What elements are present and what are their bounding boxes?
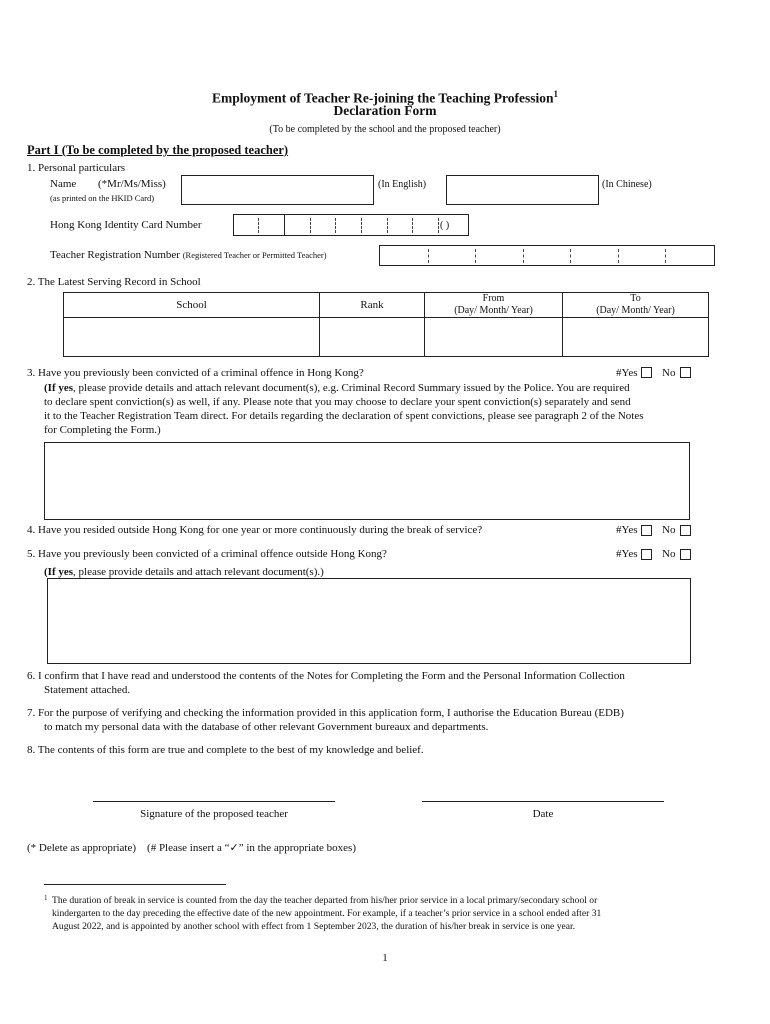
hkid-divider (361, 218, 362, 233)
item3-note-bold: (If yes (44, 382, 74, 394)
item8-line: 8. The contents of this form are true and complete to the best of my knowledge and belief. (27, 744, 424, 756)
teacher-reg-field[interactable] (379, 245, 715, 266)
item3-note-text: , please provide details and attach relevant document(s), e.g. Criminal Record Summary issued by the Police. You are required (73, 382, 630, 394)
item3-note-line: it to the Teacher Registration Team direct. For details regarding the declaration of spent convictions, please see paragraph 2 of the Notes (44, 410, 644, 422)
signature-line[interactable] (93, 801, 335, 802)
hkid-divider (387, 218, 388, 233)
item4-no-checkbox[interactable] (680, 525, 691, 536)
col-from-header (425, 293, 563, 318)
item3-no-checkbox[interactable] (680, 367, 691, 378)
item4-yes-label: #Yes (616, 524, 638, 536)
footnote-line: August 2022, and is appointed by another school with effect from 1 September 2023, the duration of his/her break in service is one year. (52, 921, 576, 932)
reg-divider (665, 249, 666, 263)
item3-yes-checkbox[interactable] (641, 367, 652, 378)
hkid-check-digit: ( ) (440, 220, 450, 231)
insert-note-text: (# Please insert a “✓” in the appropriate boxes) (147, 842, 357, 854)
reg-divider (570, 249, 571, 263)
name-chinese-field[interactable] (446, 175, 599, 205)
col-school-header: School (64, 293, 320, 318)
item6-line: 6. I confirm that I have read and understood the contents of the Notes for Completing the Form and the Personal Information Collection (27, 670, 625, 682)
item3-note-line: to declare spent conviction(s) as well, if any. Please note that you may choose to declare your spent conviction(s) separately and send (44, 396, 631, 408)
form-instruction: (To be completed by the school and the proposed teacher) (269, 124, 501, 135)
signature-label: Signature of the proposed teacher (140, 808, 288, 820)
hkid-divider (310, 218, 311, 233)
reg-divider (523, 249, 524, 263)
item4-question: 4. Have you resided outside Hong Kong for one year or more continuously during the break of service? (27, 524, 483, 536)
reg-divider (428, 249, 429, 263)
from-date-cell[interactable] (425, 318, 563, 357)
item3-no-label: No (662, 367, 676, 379)
item4-no-label: No (662, 524, 676, 536)
col-rank-header: Rank (320, 293, 425, 318)
item5-details-box[interactable] (47, 578, 691, 664)
to-date-cell[interactable] (563, 318, 709, 357)
item7-line: 7. For the purpose of verifying and checking the information provided in this application form, I authorise the Education Bureau (EDB) (27, 707, 624, 719)
item5-note-bold: (If yes (44, 566, 74, 578)
in-chinese-label: (In Chinese) (602, 179, 652, 190)
footnote-line: The duration of break in service is counted from the day the teacher departed from his/her prior service in a local primary/secondary school or (52, 895, 598, 906)
item3-question: 3. Have you previously been convicted of a criminal offence in Hong Kong? (27, 367, 364, 379)
item5-question: 5. Have you previously been convicted of a criminal offence outside Hong Kong? (27, 548, 387, 560)
item2-label: 2. The Latest Serving Record in School (27, 276, 201, 288)
reg-divider (618, 249, 619, 263)
hkid-divider (258, 218, 259, 233)
footnote-mark: 1 (44, 894, 48, 902)
teacher-reg-label-text: Teacher Registration Number (50, 249, 180, 261)
form-subtitle-title: Declaration Form (333, 103, 437, 118)
hkid-divider (412, 218, 413, 233)
item3-details-box[interactable] (44, 442, 690, 520)
hkid-label: Hong Kong Identity Card Number (50, 219, 202, 231)
footnote-line: kindergarten to the day preceding the effective date of the new appointment. For example, if a teacher’s prior service in a school ended after 31 (52, 908, 602, 919)
item4-yes-checkbox[interactable] (641, 525, 652, 536)
delete-note (27, 842, 356, 855)
part1-heading: Part I (To be completed by the proposed teacher) (27, 143, 289, 157)
hkid-divider (438, 218, 439, 233)
col-to-sub: (Day/ Month/ Year) (596, 305, 675, 316)
item3-yes-label: #Yes (616, 367, 638, 379)
hkid-divider (284, 215, 285, 235)
name-title-options: (*Mr/Ms/Miss) (98, 178, 166, 190)
item5-yes-label: #Yes (616, 548, 638, 560)
rank-cell[interactable] (320, 318, 425, 357)
teacher-reg-label (50, 249, 327, 262)
item6-line: Statement attached. (44, 684, 131, 696)
page-number: 1 (382, 952, 388, 964)
item7-line: to match my personal data with the database of other relevant Government bureaux and departments. (44, 721, 489, 733)
date-line[interactable] (422, 801, 664, 802)
name-note: (as printed on the HKID Card) (50, 193, 155, 203)
name-english-field[interactable] (181, 175, 374, 205)
item5-yes-checkbox[interactable] (641, 549, 652, 560)
in-english-label: (In English) (378, 179, 427, 190)
school-cell[interactable] (64, 318, 320, 357)
item3-note-line: for Completing the Form.) (44, 424, 161, 436)
footnote-separator (44, 884, 226, 885)
col-to-header (563, 293, 709, 318)
form-title-text: Employment of Teacher Re-joining the Teaching Profession (211, 90, 554, 106)
name-label: Name (50, 178, 77, 190)
reg-divider (475, 249, 476, 263)
title-footnote-mark: 1 (553, 89, 558, 99)
item5-no-label: No (662, 548, 676, 560)
col-from-title: From (482, 293, 505, 304)
serving-record-table (63, 292, 709, 357)
item5-no-checkbox[interactable] (680, 549, 691, 560)
teacher-reg-note: (Registered Teacher or Permitted Teacher) (182, 250, 327, 260)
item1-label: 1. Personal particulars (27, 162, 126, 174)
col-to-title: To (630, 293, 641, 304)
hkid-divider (335, 218, 336, 233)
hkid-field[interactable] (233, 214, 469, 236)
delete-note-text: (* Delete as appropriate) (27, 842, 137, 854)
col-from-sub: (Day/ Month/ Year) (454, 305, 533, 316)
item3-note-line (44, 382, 630, 395)
date-label: Date (532, 808, 554, 820)
item5-note-text: , please provide details and attach relevant document(s).) (73, 566, 324, 578)
